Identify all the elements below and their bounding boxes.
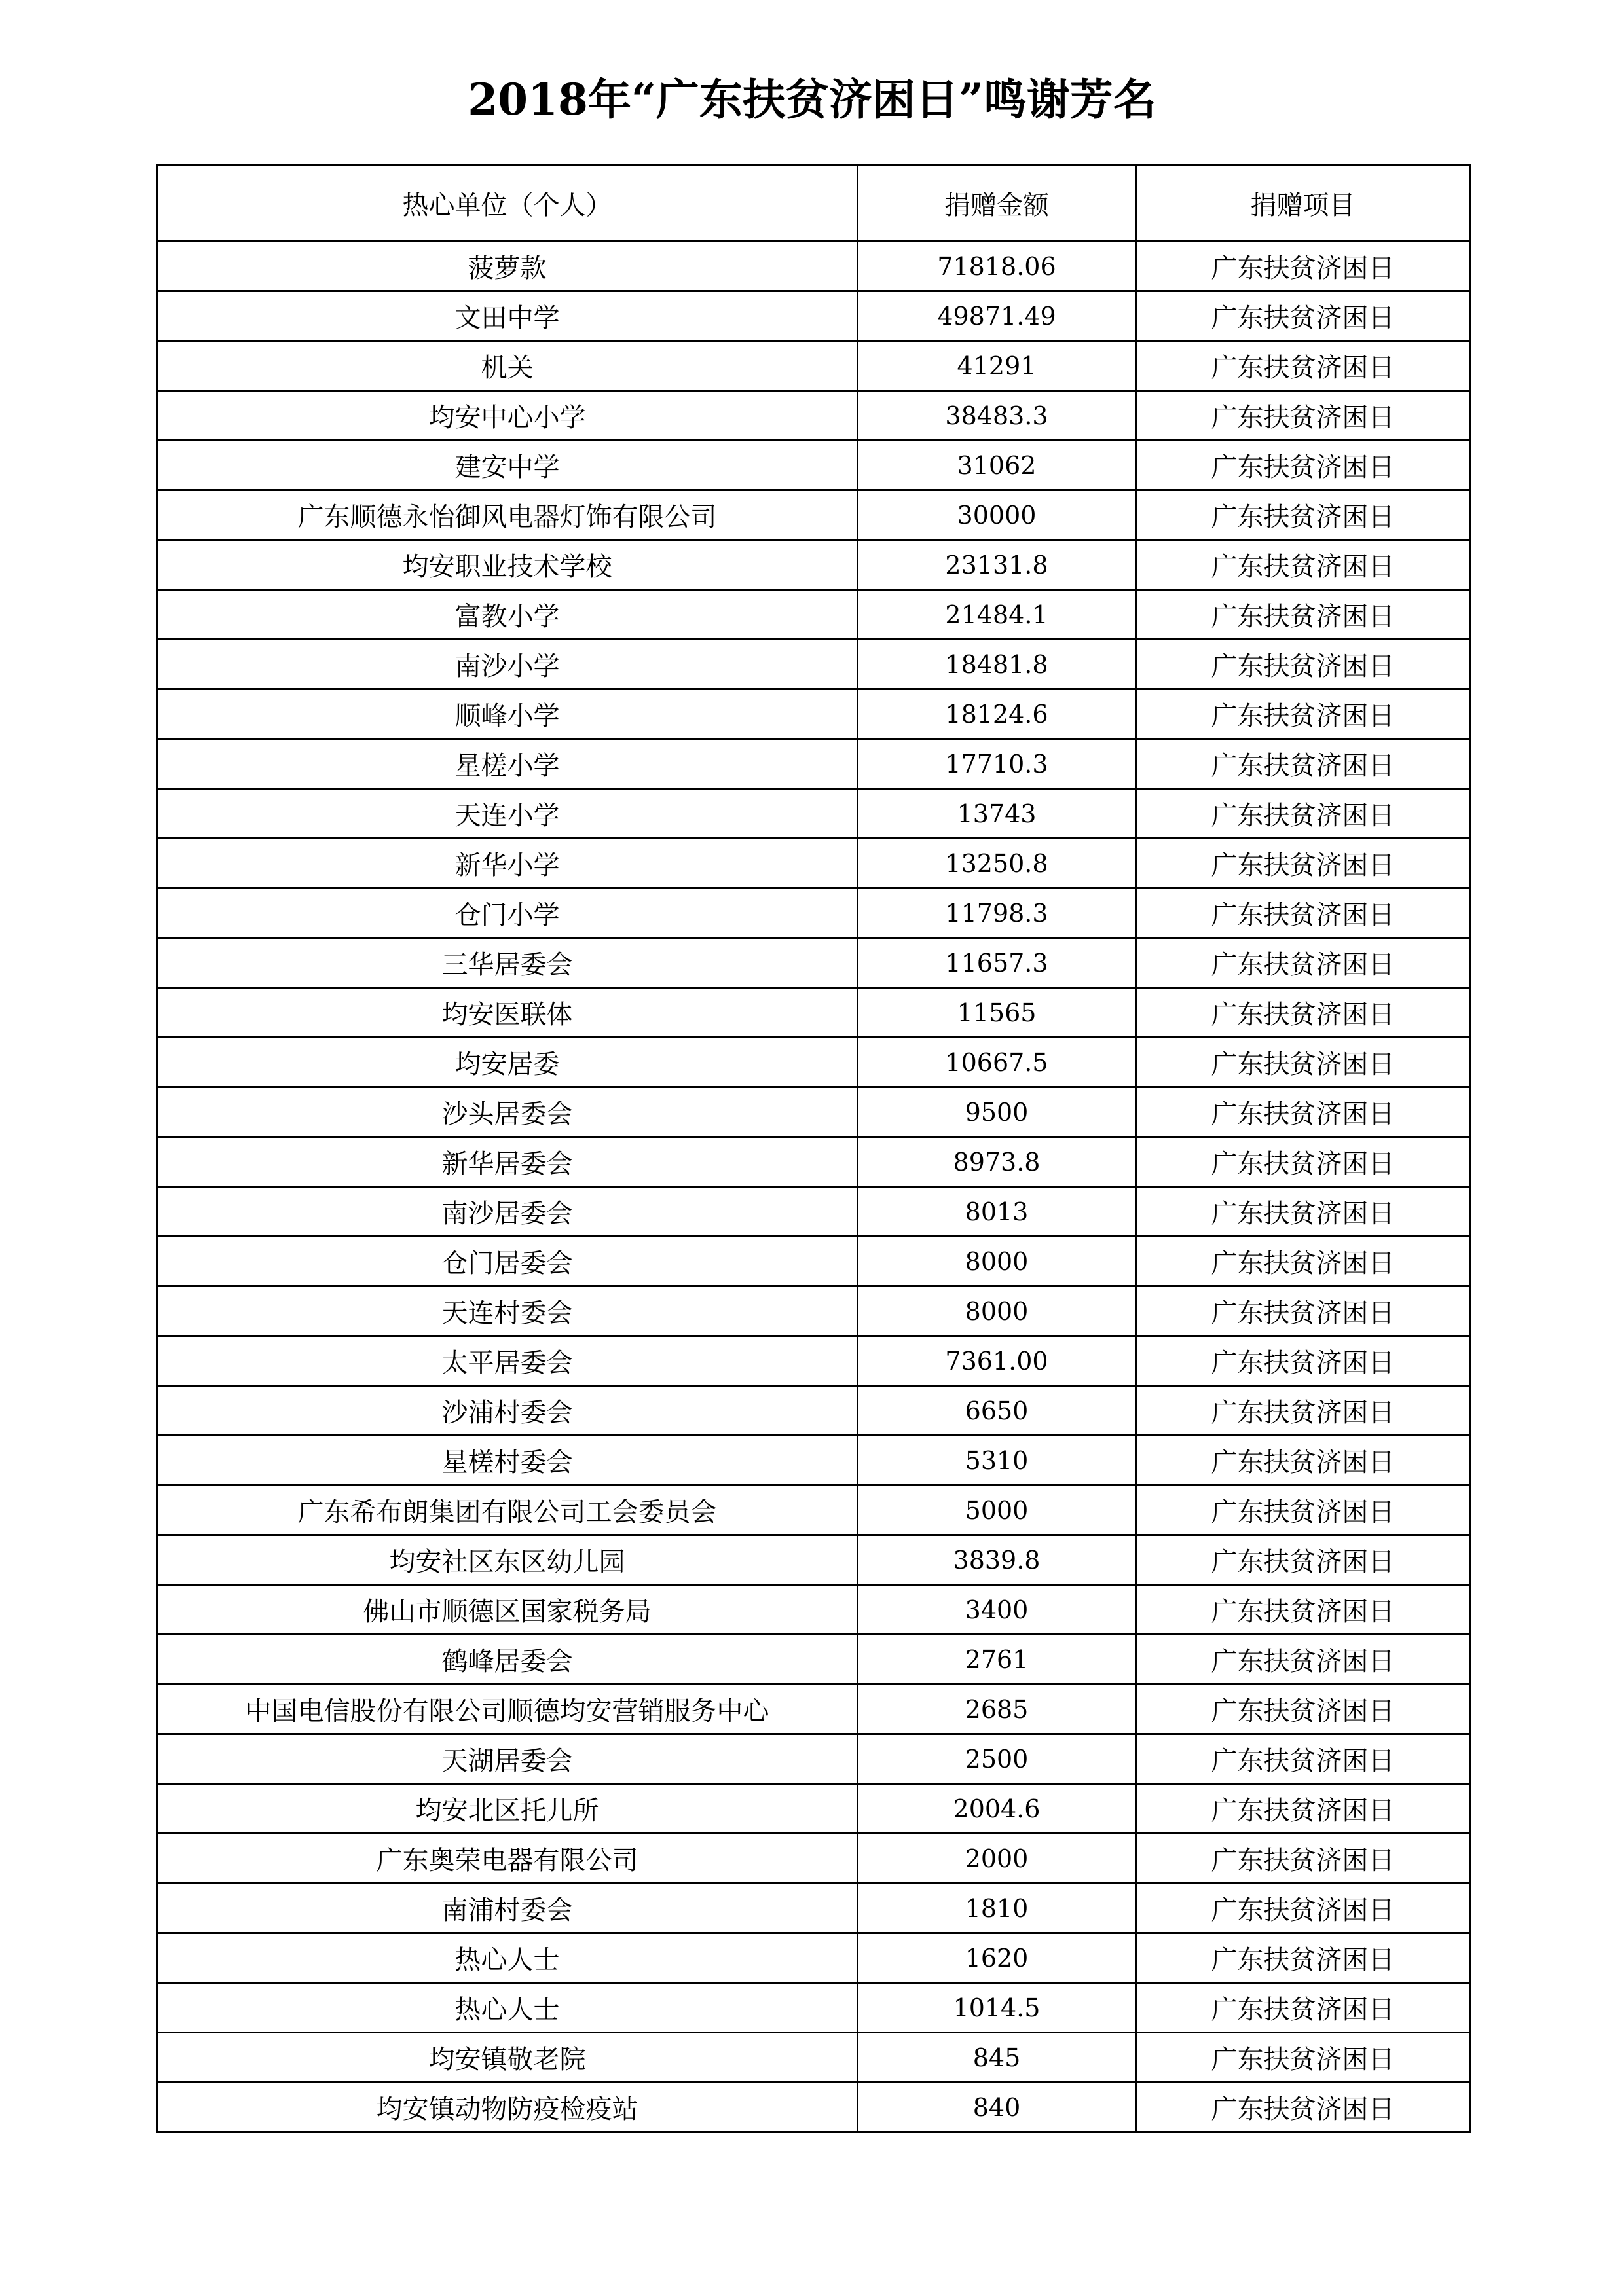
- project-cell: 广东扶贫济困日: [1136, 789, 1470, 839]
- donor-cell: 广东希布朗集团有限公司工会委员会: [157, 1485, 858, 1535]
- donor-cell: 鹤峰居委会: [157, 1635, 858, 1685]
- donor-cell: 仓门小学: [157, 888, 858, 938]
- amount-cell: 21484.1: [858, 590, 1136, 640]
- donor-cell: 文田中学: [157, 291, 858, 341]
- project-cell: 广东扶贫济困日: [1136, 739, 1470, 789]
- project-cell: 广东扶贫济困日: [1136, 1685, 1470, 1734]
- project-cell: 广东扶贫济困日: [1136, 1734, 1470, 1784]
- donor-cell: 新华居委会: [157, 1137, 858, 1187]
- donor-cell: 均安北区托儿所: [157, 1784, 858, 1834]
- table-row: [157, 739, 1470, 789]
- table-row: [157, 391, 1470, 441]
- project-cell: 广东扶贫济困日: [1136, 1535, 1470, 1585]
- table-body: [157, 242, 1470, 2132]
- donor-cell: 均安中心小学: [157, 391, 858, 441]
- table-row: [157, 590, 1470, 640]
- amount-cell: 41291: [858, 341, 1136, 391]
- project-cell: 广东扶贫济困日: [1136, 888, 1470, 938]
- amount-cell: 6650: [858, 1386, 1136, 1436]
- amount-cell: 11798.3: [858, 888, 1136, 938]
- amount-cell: 840: [858, 2083, 1136, 2132]
- amount-cell: 18124.6: [858, 689, 1136, 739]
- table-row: [157, 1336, 1470, 1386]
- amount-cell: 49871.49: [858, 291, 1136, 341]
- donor-cell: 均安居委: [157, 1038, 858, 1087]
- amount-cell: 3400: [858, 1585, 1136, 1635]
- project-cell: 广东扶贫济困日: [1136, 1834, 1470, 1884]
- project-cell: 广东扶贫济困日: [1136, 242, 1470, 291]
- table-row: [157, 1436, 1470, 1485]
- donor-cell: 天连小学: [157, 789, 858, 839]
- project-cell: 广东扶贫济困日: [1136, 490, 1470, 540]
- project-cell: 广东扶贫济困日: [1136, 1585, 1470, 1635]
- table-row: [157, 2033, 1470, 2083]
- table-header: [157, 165, 1470, 242]
- amount-cell: 845: [858, 2033, 1136, 2083]
- amount-cell: 23131.8: [858, 540, 1136, 590]
- project-cell: 广东扶贫济困日: [1136, 689, 1470, 739]
- donor-cell: 天连村委会: [157, 1286, 858, 1336]
- amount-cell: 13743: [858, 789, 1136, 839]
- table-row: [157, 1237, 1470, 1286]
- donor-cell: 广东顺德永怡御风电器灯饰有限公司: [157, 490, 858, 540]
- project-cell: 广东扶贫济困日: [1136, 1087, 1470, 1137]
- table-row: [157, 1635, 1470, 1685]
- project-cell: 广东扶贫济困日: [1136, 1237, 1470, 1286]
- amount-cell: 11565: [858, 988, 1136, 1038]
- amount-cell: 17710.3: [858, 739, 1136, 789]
- donor-cell: 南沙小学: [157, 640, 858, 689]
- amount-cell: 18481.8: [858, 640, 1136, 689]
- amount-cell: 5000: [858, 1485, 1136, 1535]
- amount-cell: 2500: [858, 1734, 1136, 1784]
- donor-cell: 均安职业技术学校: [157, 540, 858, 590]
- table-row: [157, 839, 1470, 888]
- header-amount: 捐赠金额: [858, 165, 1136, 242]
- amount-cell: 2004.6: [858, 1784, 1136, 1834]
- amount-cell: 30000: [858, 490, 1136, 540]
- table-row: [157, 1784, 1470, 1834]
- amount-cell: 10667.5: [858, 1038, 1136, 1087]
- amount-cell: 38483.3: [858, 391, 1136, 441]
- table-row: [157, 689, 1470, 739]
- project-cell: 广东扶贫济困日: [1136, 1884, 1470, 1933]
- table-row: [157, 1137, 1470, 1187]
- amount-cell: 8013: [858, 1187, 1136, 1237]
- donor-cell: 南浦村委会: [157, 1884, 858, 1933]
- project-cell: 广东扶贫济困日: [1136, 590, 1470, 640]
- project-cell: 广东扶贫济困日: [1136, 341, 1470, 391]
- table-row: [157, 1933, 1470, 1983]
- donor-cell: 南沙居委会: [157, 1187, 858, 1237]
- donor-cell: 三华居委会: [157, 938, 858, 988]
- donor-cell: 沙浦村委会: [157, 1386, 858, 1436]
- project-cell: 广东扶贫济困日: [1136, 1336, 1470, 1386]
- donor-cell: 热心人士: [157, 1983, 858, 2033]
- donor-cell: 沙头居委会: [157, 1087, 858, 1137]
- amount-cell: 9500: [858, 1087, 1136, 1137]
- table-row: [157, 1485, 1470, 1535]
- donor-cell: 新华小学: [157, 839, 858, 888]
- table-row: [157, 490, 1470, 540]
- table-row: [157, 789, 1470, 839]
- amount-cell: 2761: [858, 1635, 1136, 1685]
- donor-cell: 热心人士: [157, 1933, 858, 1983]
- table-row: [157, 1038, 1470, 1087]
- project-cell: 广东扶贫济困日: [1136, 1286, 1470, 1336]
- project-cell: 广东扶贫济困日: [1136, 1137, 1470, 1187]
- amount-cell: 31062: [858, 441, 1136, 490]
- table-row: [157, 1884, 1470, 1933]
- donor-cell: 建安中学: [157, 441, 858, 490]
- table-row: [157, 1535, 1470, 1585]
- table-row: [157, 1187, 1470, 1237]
- project-cell: 广东扶贫济困日: [1136, 540, 1470, 590]
- donor-cell: 仓门居委会: [157, 1237, 858, 1286]
- table-row: [157, 441, 1470, 490]
- donor-cell: 佛山市顺德区国家税务局: [157, 1585, 858, 1635]
- table-row: [157, 341, 1470, 391]
- table-row: [157, 1386, 1470, 1436]
- project-cell: 广东扶贫济困日: [1136, 391, 1470, 441]
- project-cell: 广东扶贫济困日: [1136, 1635, 1470, 1685]
- table-row: [157, 1286, 1470, 1336]
- project-cell: 广东扶贫济困日: [1136, 291, 1470, 341]
- project-cell: 广东扶贫济困日: [1136, 1386, 1470, 1436]
- page-title: 2018年“广东扶贫济困日”鸣谢芳名: [468, 74, 1156, 125]
- project-cell: 广东扶贫济困日: [1136, 1187, 1470, 1237]
- donor-cell: 天湖居委会: [157, 1734, 858, 1784]
- table-row: [157, 1685, 1470, 1734]
- donor-cell: 太平居委会: [157, 1336, 858, 1386]
- project-cell: 广东扶贫济困日: [1136, 1784, 1470, 1834]
- amount-cell: 7361.00: [858, 1336, 1136, 1386]
- project-cell: 广东扶贫济困日: [1136, 938, 1470, 988]
- project-cell: 广东扶贫济困日: [1136, 640, 1470, 689]
- amount-cell: 1014.5: [858, 1983, 1136, 2033]
- donor-cell: 广东奥荣电器有限公司: [157, 1834, 858, 1884]
- table-row: [157, 1834, 1470, 1884]
- amount-cell: 8000: [858, 1237, 1136, 1286]
- donor-cell: 星槎小学: [157, 739, 858, 789]
- donor-cell: 富教小学: [157, 590, 858, 640]
- amount-cell: 8000: [858, 1286, 1136, 1336]
- amount-cell: 71818.06: [858, 242, 1136, 291]
- table-row: [157, 291, 1470, 341]
- amount-cell: 13250.8: [858, 839, 1136, 888]
- project-cell: 广东扶贫济困日: [1136, 1485, 1470, 1535]
- donor-cell: 菠萝款: [157, 242, 858, 291]
- donor-cell: 均安社区东区幼儿园: [157, 1535, 858, 1585]
- project-cell: 广东扶贫济困日: [1136, 1983, 1470, 2033]
- table-row: [157, 540, 1470, 590]
- table-row: [157, 1983, 1470, 2033]
- table-row: [157, 1734, 1470, 1784]
- amount-cell: 11657.3: [858, 938, 1136, 988]
- amount-cell: 3839.8: [858, 1535, 1136, 1585]
- donor-cell: 机关: [157, 341, 858, 391]
- donor-cell: 中国电信股份有限公司顺德均安营销服务中心: [157, 1685, 858, 1734]
- table-row: [157, 242, 1470, 291]
- project-cell: 广东扶贫济困日: [1136, 2033, 1470, 2083]
- donor-cell: 均安镇动物防疫检疫站: [157, 2083, 858, 2132]
- amount-cell: 2685: [858, 1685, 1136, 1734]
- header-row: [157, 165, 1470, 242]
- project-cell: 广东扶贫济困日: [1136, 1436, 1470, 1485]
- table-row: [157, 938, 1470, 988]
- table-row: [157, 988, 1470, 1038]
- donor-table: [156, 164, 1471, 2133]
- project-cell: 广东扶贫济困日: [1136, 988, 1470, 1038]
- donor-cell: 星槎村委会: [157, 1436, 858, 1485]
- table-row: [157, 2083, 1470, 2132]
- table-row: [157, 888, 1470, 938]
- amount-cell: 1620: [858, 1933, 1136, 1983]
- header-donor: 热心单位（个人）: [157, 165, 858, 242]
- header-project: 捐赠项目: [1136, 165, 1470, 242]
- project-cell: 广东扶贫济困日: [1136, 1038, 1470, 1087]
- table-row: [157, 640, 1470, 689]
- donor-cell: 均安镇敬老院: [157, 2033, 858, 2083]
- project-cell: 广东扶贫济困日: [1136, 441, 1470, 490]
- donor-cell: 顺峰小学: [157, 689, 858, 739]
- amount-cell: 1810: [858, 1884, 1136, 1933]
- project-cell: 广东扶贫济困日: [1136, 2083, 1470, 2132]
- amount-cell: 5310: [858, 1436, 1136, 1485]
- table-row: [157, 1585, 1470, 1635]
- amount-cell: 8973.8: [858, 1137, 1136, 1187]
- amount-cell: 2000: [858, 1834, 1136, 1884]
- project-cell: 广东扶贫济困日: [1136, 839, 1470, 888]
- donor-cell: 均安医联体: [157, 988, 858, 1038]
- table-row: [157, 1087, 1470, 1137]
- project-cell: 广东扶贫济困日: [1136, 1933, 1470, 1983]
